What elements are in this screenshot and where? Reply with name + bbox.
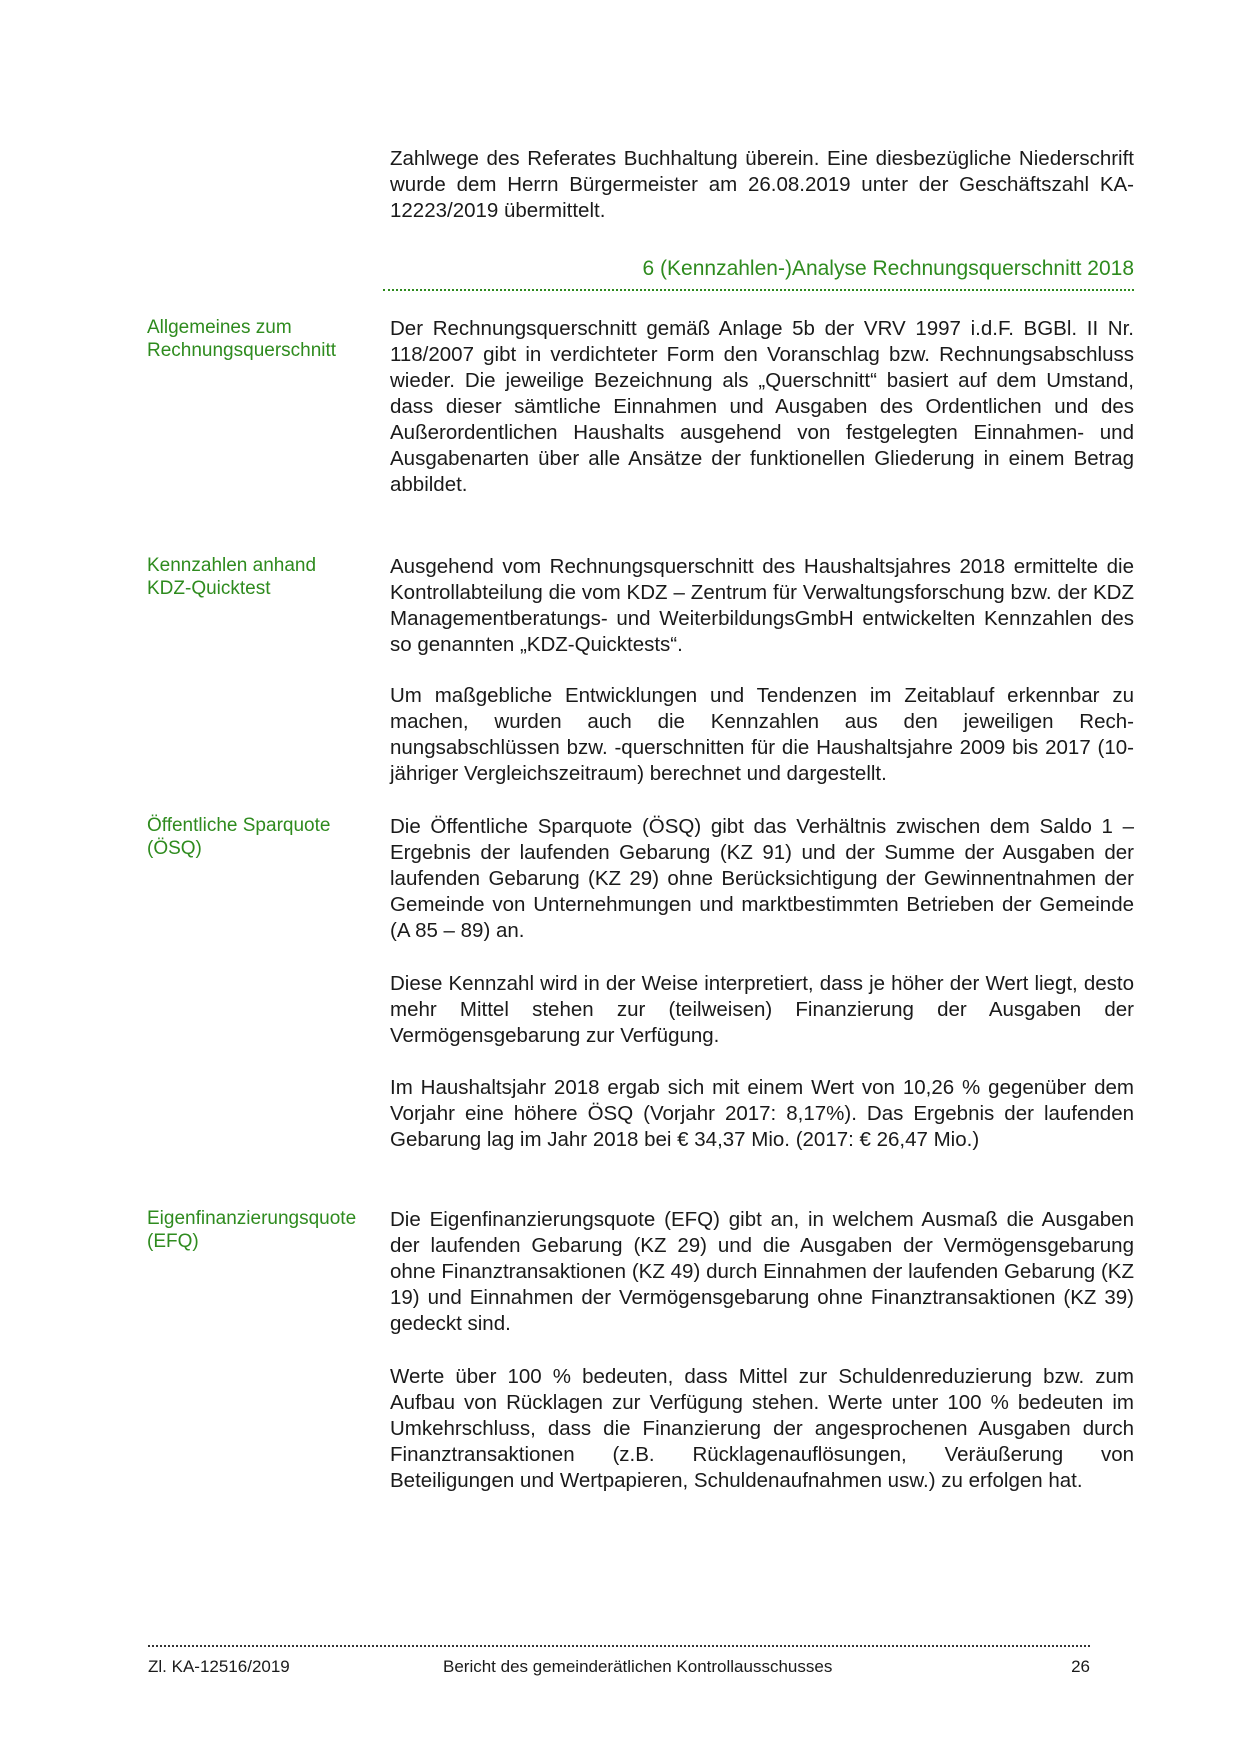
side-label-kdz-quicktest: Kennzahlen anhand KDZ-Quicktest xyxy=(147,555,317,599)
paragraph-efq-definition: Die Eigenfinanzierungsquote (EFQ) gibt an, in welchem Ausmaß die Ausgaben der laufenden Gebarung (KZ 29) und die Ausgaben der Vermögensgebarung ohne Finanztransaktionen (KZ 49) durch Einnahmen der laufenden Gebarung (KZ 19) und Einnahmen der Vermögensgebarung ohne Finanztransaktionen (KZ 39) gedeckt sind. xyxy=(390,1208,1134,1335)
paragraph-efq-interpretation: Werte über 100 % bedeuten, dass Mittel zur Schuldenreduzierung bzw. zum Aufbau von Rücklagen zur Verfügung stehen. Werte unter 100 % bedeuten im Umkehrschluss, dass die Finanzierung der angesprochenen Ausgaben durch Finanztransaktionen (z.B. Rücklagenauflösungen, Veräußerung von Beteiligungen und Wertpapieren, Schuldenaufnahmen usw.) zu erfolgen hat. xyxy=(390,1365,1134,1492)
side-label-allgemeines: Allgemeines zum Rechnungsquerschnitt xyxy=(147,317,337,361)
section-heading: 6 (Kennzahlen-)Analyse Rechnungsquerschnitt 2018 xyxy=(383,255,1134,291)
side-label-efq: Eigenfinanzierungsquote (EFQ) xyxy=(147,1208,357,1252)
paragraph-zeitablauf: Um maßgebliche Entwicklungen und Tendenzen im Zeitablauf erkennbar zu machen, wurden auch die Kennzahlen aus den jeweiligen Rechnungsabschlüssen bzw. -querschnitten für die Haushaltsjahre 2009 bis 2017 (10-jähriger Vergleichszeitraum) berechnet und dargestellt. xyxy=(390,684,1134,785)
footer-divider xyxy=(148,1645,1090,1647)
paragraph-oesq-definition: Die Öffentliche Sparquote (ÖSQ) gibt das Verhältnis zwischen dem Saldo 1 – Ergebnis der laufenden Gebarung (KZ 91) und der Summe der Ausgaben der laufenden Gebarung (KZ 29) ohne Berücksichtigung der Gewinnentnahmen der Gemeinde von Unternehmungen und marktbestimmten Betrieben der Gemeinde (A 85 – 89) an. xyxy=(390,815,1134,942)
side-label-oesq: Öffentliche Sparquote (ÖSQ) xyxy=(147,815,331,859)
paragraph-oesq-interpretation: Diese Kennzahl wird in der Weise interpretiert, dass je höher der Wert liegt, desto mehr Mittel stehen zur (teilweisen) Finanzierung der Ausgaben der Vermögensgebarung zur Verfügung. xyxy=(390,972,1134,1047)
intro-paragraph: Zahlwege des Referates Buchhaltung überein. Eine diesbezügliche Niederschrift wurde dem Herrn Bürgermeister am 26.08.2019 unter der Geschäftszahl KA-12223/2019 übermittelt. xyxy=(390,147,1134,222)
footer-reference: Zl. KA-12516/2019 xyxy=(148,1657,290,1676)
page-number: 26 xyxy=(1071,1657,1090,1676)
paragraph-rechnungsquerschnitt: Der Rechnungsquerschnitt gemäß Anlage 5b der VRV 1997 i.d.F. BGBl. II Nr. 118/2007 gibt in verdichteter Form den Voranschlag bzw. Rechnungsabschluss wieder. Die jeweilige Bezeichnung als „Querschnitt“ basiert auf dem Umstand, dass dieser sämtliche Einnahmen und Ausgaben des Ordentlichen und des Außerordentlichen Haushalts ausgehend von festgelegten Einnahmen- und Ausgabenarten über alle Ansätze der funktionellen Gliederung in einem Betrag abbildet. xyxy=(390,317,1134,496)
footer-title: Bericht des gemeinderätlichen Kontrollausschusses xyxy=(443,1657,833,1676)
paragraph-kdz-quicktest: Ausgehend vom Rechnungsquerschnitt des Haushaltsjahres 2018 ermittelte die Kontrollabteilung die vom KDZ – Zentrum für Verwaltungsforschung bzw. der KDZ Managementberatungs- und WeiterbildungsGmbH entwickelten Kennzahlen des so genannten „KDZ-Quicktests“. xyxy=(390,555,1134,656)
paragraph-oesq-result: Im Haushaltsjahr 2018 ergab sich mit einem Wert von 10,26 % gegenüber dem Vorjahr eine höhere ÖSQ (Vorjahr 2017: 8,17%). Das Ergebnis der laufenden Gebarung lag im Jahr 2018 bei € 34,37 Mio. (2017: € 26,47 Mio.) xyxy=(390,1076,1134,1151)
